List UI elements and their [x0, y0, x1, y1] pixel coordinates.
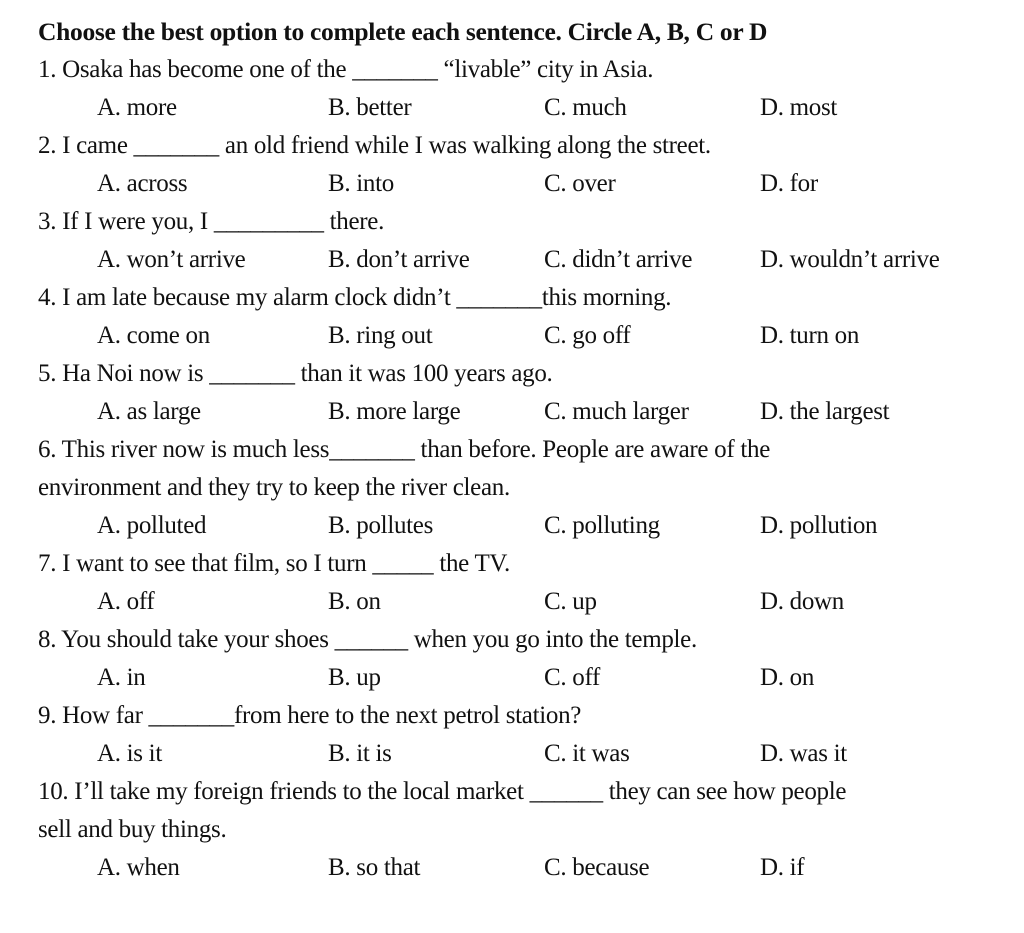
question-text: 9. How far _______from here to the next petrol station?	[38, 702, 582, 729]
option-a[interactable]: A. is it	[97, 740, 162, 767]
question-text: 3. If I were you, I _________ there.	[38, 208, 385, 235]
question-2	[38, 127, 1013, 203]
option-d[interactable]: D. down	[760, 588, 845, 615]
option-d[interactable]: D. if	[760, 854, 805, 881]
option-b[interactable]: B. ring out	[328, 322, 433, 349]
option-c[interactable]: C. off	[544, 664, 601, 691]
answer-options	[38, 583, 1013, 621]
question-4	[38, 279, 1013, 355]
question-text: environment and they try to keep the river clean.	[38, 474, 510, 501]
question-text: 8. You should take your shoes ______ when you go into the temple.	[38, 626, 697, 653]
instructions-heading: Choose the best option to complete each sentence. Circle A, B, C or D	[38, 17, 768, 46]
option-d[interactable]: D. for	[760, 170, 818, 197]
answer-options	[38, 659, 1013, 697]
option-d[interactable]: D. wouldn’t arrive	[760, 246, 940, 273]
question-list	[38, 51, 1013, 887]
question-7	[38, 545, 1013, 621]
option-c[interactable]: C. much	[544, 94, 627, 121]
option-d[interactable]: D. the largest	[760, 398, 890, 425]
question-text: 6. This river now is much less_______ than before. People are aware of the	[38, 436, 770, 463]
answer-options	[38, 849, 1013, 887]
option-a[interactable]: A. more	[97, 94, 177, 121]
question-text: 2. I came _______ an old friend while I was walking along the street.	[38, 132, 711, 159]
option-c[interactable]: C. polluting	[544, 512, 660, 539]
answer-options	[38, 507, 1013, 545]
question-3	[38, 203, 1013, 279]
question-text: 7. I want to see that film, so I turn _____ the TV.	[38, 550, 510, 577]
option-b[interactable]: B. pollutes	[328, 512, 434, 539]
option-b[interactable]: B. into	[328, 170, 394, 197]
option-b[interactable]: B. better	[328, 94, 412, 121]
option-c[interactable]: C. because	[544, 854, 650, 881]
option-d[interactable]: D. pollution	[760, 512, 878, 539]
option-b[interactable]: B. don’t arrive	[328, 246, 470, 273]
option-c[interactable]: C. didn’t arrive	[544, 246, 693, 273]
option-b[interactable]: B. it is	[328, 740, 392, 767]
option-c[interactable]: C. much larger	[544, 398, 689, 425]
question-5	[38, 355, 1013, 431]
question-6	[38, 431, 1013, 545]
answer-options	[38, 89, 1013, 127]
option-b[interactable]: B. so that	[328, 854, 421, 881]
option-c[interactable]: C. it was	[544, 740, 630, 767]
option-a[interactable]: A. won’t arrive	[97, 246, 246, 273]
question-text: 1. Osaka has become one of the _______ “livable” city in Asia.	[38, 56, 654, 83]
option-b[interactable]: B. more large	[328, 398, 461, 425]
answer-options	[38, 735, 1013, 773]
question-text: 4. I am late because my alarm clock didn’t _______this morning.	[38, 284, 672, 311]
option-d[interactable]: D. turn on	[760, 322, 860, 349]
option-a[interactable]: A. come on	[97, 322, 210, 349]
question-9	[38, 697, 1013, 773]
option-a[interactable]: A. in	[97, 664, 146, 691]
worksheet	[38, 13, 1013, 887]
answer-options	[38, 393, 1013, 431]
question-10	[38, 773, 1013, 887]
option-b[interactable]: B. up	[328, 664, 381, 691]
answer-options	[38, 165, 1013, 203]
answer-options	[38, 241, 1013, 279]
option-a[interactable]: A. as large	[97, 398, 201, 425]
option-a[interactable]: A. polluted	[97, 512, 207, 539]
option-c[interactable]: C. up	[544, 588, 597, 615]
option-d[interactable]: D. on	[760, 664, 815, 691]
option-c[interactable]: C. over	[544, 170, 616, 197]
question-1	[38, 51, 1013, 127]
question-text: 5. Ha Noi now is _______ than it was 100 years ago.	[38, 360, 553, 387]
option-b[interactable]: B. on	[328, 588, 381, 615]
answer-options	[38, 317, 1013, 355]
option-a[interactable]: A. across	[97, 170, 188, 197]
question-text: 10. I’ll take my foreign friends to the local market ______ they can see how people	[38, 778, 847, 805]
question-text: sell and buy things.	[38, 816, 227, 843]
option-d[interactable]: D. was it	[760, 740, 847, 767]
option-d[interactable]: D. most	[760, 94, 838, 121]
option-c[interactable]: C. go off	[544, 322, 631, 349]
option-a[interactable]: A. when	[97, 854, 180, 881]
option-a[interactable]: A. off	[97, 588, 155, 615]
question-8	[38, 621, 1013, 697]
